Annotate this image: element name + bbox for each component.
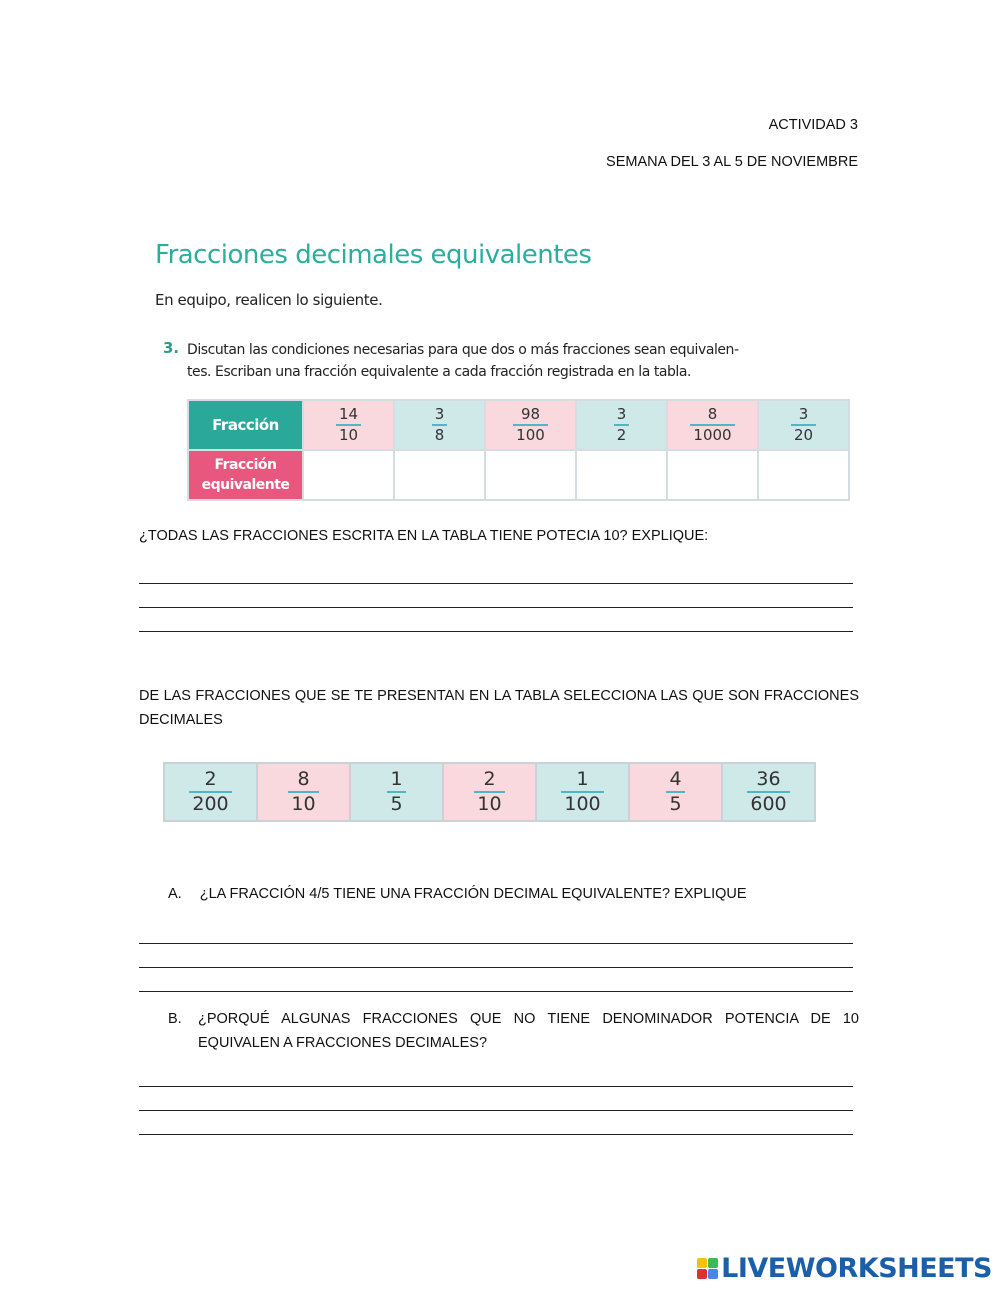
fraction <box>614 404 630 444</box>
question-a-text: ¿LA FRACCIÓN 4/5 TIENE UNA FRACCIÓN DECIMAL EQUIVALENTE? EXPLIQUE <box>199 886 747 902</box>
numerator: 8 <box>707 404 718 423</box>
answer-line[interactable] <box>139 1086 853 1087</box>
instruction-decimal-fractions: DE LAS FRACCIONES QUE SE TE PRESENTAN EN LA TABLA SELECCIONA LAS QUE SON FRACCIONES DECIMALES <box>139 688 859 728</box>
denominator: 8 <box>434 425 445 444</box>
numerator: 1 <box>576 768 589 790</box>
fraction-cell <box>667 400 758 450</box>
numerator: 98 <box>520 404 541 423</box>
answer-line[interactable] <box>139 583 853 584</box>
denominator: 5 <box>390 793 403 815</box>
week-label: SEMANA DEL 3 AL 5 DE NOVIEMBRE <box>606 154 858 170</box>
denominator: 5 <box>669 793 682 815</box>
denominator: 100 <box>516 425 545 444</box>
logo-text: LIVEWORKSHEETS <box>721 1253 992 1284</box>
section-subtitle: En equipo, realicen lo siguiente. <box>155 291 383 309</box>
numerator: 8 <box>297 768 310 790</box>
exercise-number: 3. <box>163 339 180 357</box>
denominator: 10 <box>338 425 359 444</box>
selectable-fractions-table <box>163 762 816 822</box>
answer-line[interactable] <box>139 967 853 968</box>
answer-line[interactable] <box>139 943 853 944</box>
numerator: 3 <box>798 404 809 423</box>
logo-square-icon <box>697 1269 707 1279</box>
question-b-text: ¿PORQUÉ ALGUNAS FRACCIONES QUE NO TIENE DENOMINADOR POTENCIA DE 10 EQUIVALEN A FRACCIONES DECIMALES? <box>198 1011 859 1051</box>
selectable-fraction-cell[interactable] <box>443 763 536 821</box>
question-a-label: A. <box>168 886 182 902</box>
answer-cell[interactable] <box>485 450 576 500</box>
selectable-fraction-cell[interactable] <box>350 763 443 821</box>
fraction-cell <box>485 400 576 450</box>
fraction-cell <box>303 400 394 450</box>
question-a <box>168 886 747 902</box>
fraction <box>513 404 548 444</box>
numerator: 2 <box>204 768 217 790</box>
logo-square-icon <box>708 1269 718 1279</box>
numerator: 14 <box>338 404 359 423</box>
fraction-row <box>164 763 815 821</box>
question-b <box>168 1007 859 1055</box>
denominator: 200 <box>192 793 229 815</box>
liveworksheets-logo-icon <box>697 1258 718 1279</box>
fractions-table <box>187 399 850 501</box>
numerator: 4 <box>669 768 682 790</box>
fraction <box>387 770 405 814</box>
fraction <box>791 404 816 444</box>
section-title: Fracciones decimales equivalentes <box>155 240 592 270</box>
numerator: 3 <box>434 404 445 423</box>
selectable-fraction-cell[interactable] <box>536 763 629 821</box>
denominator: 10 <box>291 793 316 815</box>
liveworksheets-logo <box>697 1253 992 1284</box>
fraction-cell <box>394 400 485 450</box>
numerator: 2 <box>483 768 496 790</box>
answer-cell[interactable] <box>303 450 394 500</box>
question-b-label: B. <box>168 1011 182 1027</box>
selectable-fraction-cell[interactable] <box>164 763 257 821</box>
denominator: 10 <box>477 793 502 815</box>
question-1: ¿TODAS LAS FRACCIONES ESCRITA EN LA TABLA TIENE POTECIA 10? EXPLIQUE: <box>139 528 709 544</box>
fraction <box>474 770 504 814</box>
fraction-row <box>188 400 849 450</box>
exercise-instruction: Discutan las condiciones necesarias para que dos o más fracciones sean equivalen-tes. Escriban una fracción equivalente a cada fracción registrada en la tabla. <box>187 342 739 380</box>
denominator: 2 <box>616 425 627 444</box>
selectable-fraction-cell[interactable] <box>722 763 815 821</box>
row-header-fraction: Fracción <box>188 400 303 450</box>
numerator: 1 <box>390 768 403 790</box>
fraction <box>189 770 231 814</box>
answer-line[interactable] <box>139 1110 853 1111</box>
equivalent-row <box>188 450 849 500</box>
denominator: 20 <box>793 425 814 444</box>
row-header-equivalent <box>188 450 303 500</box>
answer-line[interactable] <box>139 631 853 632</box>
selectable-fraction-cell[interactable] <box>629 763 722 821</box>
answer-cell[interactable] <box>667 450 758 500</box>
denominator: 1000 <box>693 425 732 444</box>
fraction <box>747 770 789 814</box>
logo-square-icon <box>708 1258 718 1268</box>
fraction <box>690 404 734 444</box>
numerator: 3 <box>616 404 627 423</box>
answer-cell[interactable] <box>394 450 485 500</box>
fraction <box>288 770 318 814</box>
selectable-fraction-cell[interactable] <box>257 763 350 821</box>
fraction <box>666 770 684 814</box>
activity-label: ACTIVIDAD 3 <box>768 117 858 133</box>
fraction <box>432 404 448 444</box>
fraction <box>561 770 603 814</box>
fraction-cell <box>758 400 849 450</box>
row-header-line2: equivalente <box>201 477 290 493</box>
fraction-cell <box>576 400 667 450</box>
answer-line[interactable] <box>139 991 853 992</box>
numerator: 36 <box>756 768 781 790</box>
fraction <box>336 404 361 444</box>
denominator: 100 <box>564 793 601 815</box>
answer-cell[interactable] <box>758 450 849 500</box>
logo-square-icon <box>697 1258 707 1268</box>
answer-cell[interactable] <box>576 450 667 500</box>
answer-line[interactable] <box>139 1134 853 1135</box>
row-header-line1: Fracción <box>214 457 277 473</box>
answer-line[interactable] <box>139 607 853 608</box>
denominator: 600 <box>750 793 787 815</box>
